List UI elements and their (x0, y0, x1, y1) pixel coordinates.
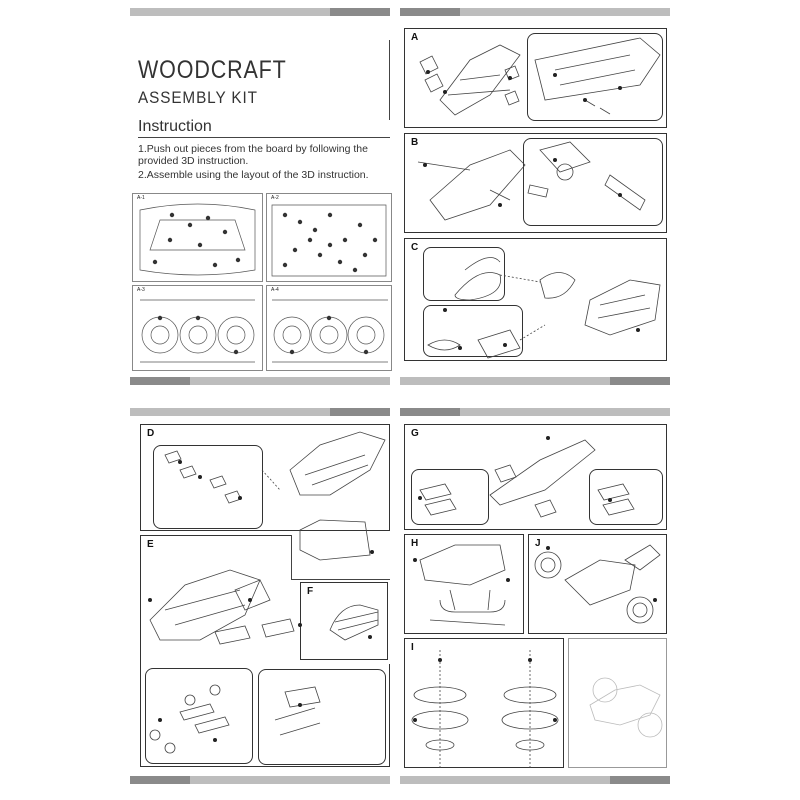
step-2: 2.Assemble using the layout of the 3D instruction. (138, 169, 369, 181)
panel-label: A (411, 32, 419, 43)
panel-label: D (147, 428, 155, 439)
board-label: A-1 (137, 195, 145, 201)
panel-label: B (411, 137, 419, 148)
kit-title: WOODCRAFT (138, 56, 287, 84)
step-1: 1.Push out pieces from the board by following the provided 3D instruction. (138, 143, 368, 167)
panel-label: G (411, 428, 419, 439)
board-label: A-3 (137, 287, 145, 293)
instruction-heading: Instruction (138, 118, 212, 135)
panel-label: C (411, 242, 419, 253)
board-label: A-2 (271, 195, 279, 201)
panel-label: J (535, 538, 541, 549)
panel-label: F (307, 586, 314, 597)
board-label: A-4 (271, 287, 279, 293)
panel-label: H (411, 538, 419, 549)
panel-label: E (147, 539, 154, 550)
kit-subtitle: ASSEMBLY KIT (138, 88, 258, 107)
panel-label: I (411, 642, 414, 653)
